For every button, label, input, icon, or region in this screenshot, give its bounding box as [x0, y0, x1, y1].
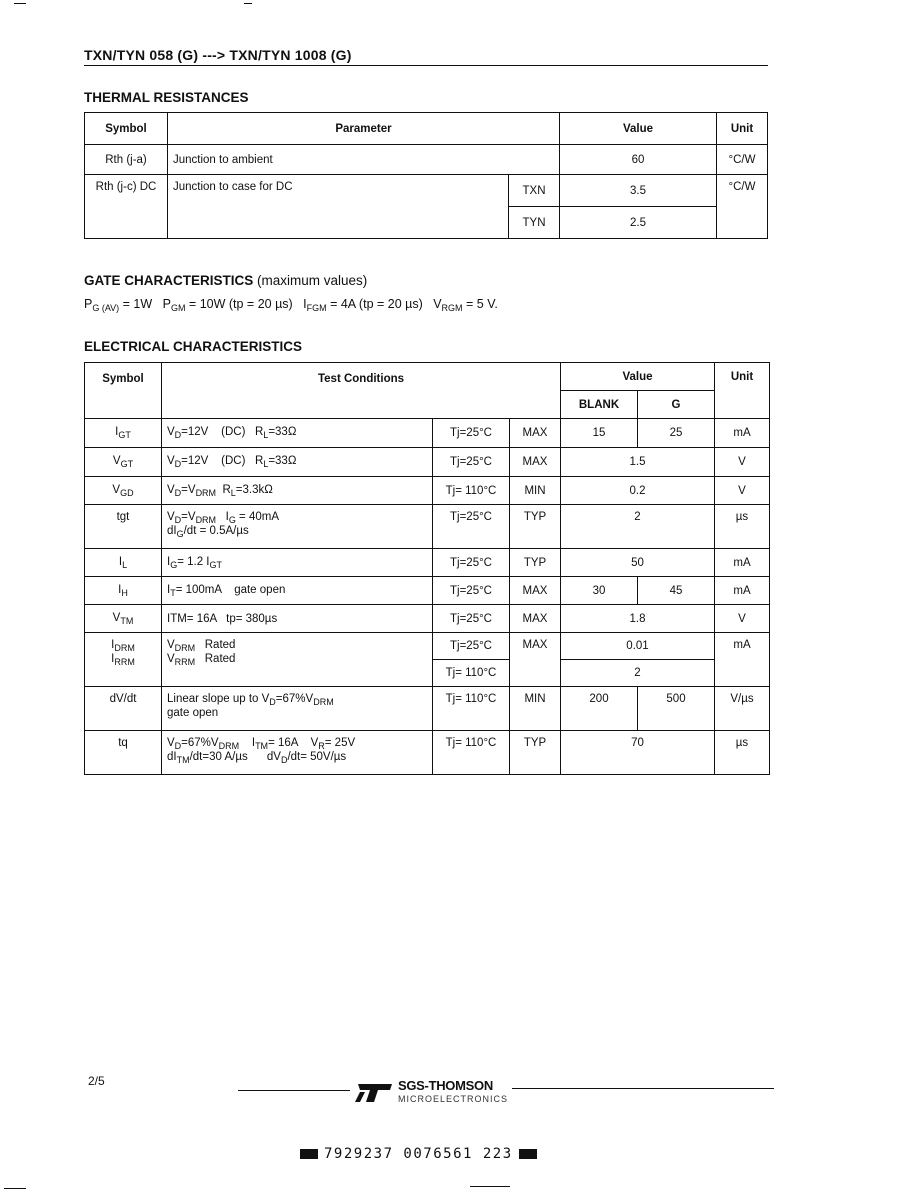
- tj-cell: Tj=25°C: [433, 577, 510, 605]
- pg-label: P: [84, 297, 93, 311]
- table-row: [85, 687, 770, 731]
- thermal-title: THERMAL RESISTANCES: [84, 90, 249, 105]
- condition-cell: $V_D=12V$ (DC) $R_L=33\Omega$: [162, 448, 433, 477]
- table-row: [85, 175, 768, 207]
- value-cell: 30: [561, 577, 638, 605]
- limit-cell: MAX: [510, 605, 561, 633]
- pg-sub: G (AV): [92, 303, 120, 313]
- symbol-cell: $I_H$: [85, 577, 162, 605]
- limit-cell: TYP: [510, 731, 561, 775]
- ifgm-value: = 4A (tp = 20 µs): [326, 297, 423, 311]
- symbol-cell: $I_{GT}$: [85, 419, 162, 448]
- scan-mark: [14, 3, 26, 4]
- parameter-cell: Junction to ambient: [168, 145, 560, 175]
- value-cell: 1.8: [561, 605, 715, 633]
- unit-cell: µs: [715, 731, 770, 775]
- unit-cell: V: [715, 477, 770, 505]
- symbol-cell: $I_{DRM}$ $I_{RRM}$: [85, 633, 162, 687]
- brand-name: SGS-THOMSON: [398, 1078, 493, 1093]
- vrgm-value: = 5 V.: [462, 297, 498, 311]
- barcode: [294, 1146, 543, 1162]
- gate-title-suffix: (maximum values): [257, 273, 368, 288]
- unit-cell: mA: [715, 633, 770, 687]
- header-unit: Unit: [717, 113, 768, 145]
- value-cell: 25: [638, 419, 715, 448]
- thermal-table: [84, 112, 768, 239]
- value-cell: 2.5: [560, 207, 717, 239]
- symbol-cell: $I_L$: [85, 549, 162, 577]
- value-cell: 0.2: [561, 477, 715, 505]
- table-row: [85, 145, 768, 175]
- table-row: [85, 448, 770, 477]
- tj-cell: Tj=25°C: [433, 419, 510, 448]
- scan-mark: [4, 1188, 26, 1189]
- header-blank: BLANK: [561, 391, 638, 419]
- tj-cell: Tj=25°C: [433, 505, 510, 549]
- value-cell: 500: [638, 687, 715, 731]
- table-row: [85, 477, 770, 505]
- unit-cell: µs: [715, 505, 770, 549]
- tj-cell: Tj=25°C: [433, 448, 510, 477]
- unit-cell: V/µs: [715, 687, 770, 731]
- electrical-table: [84, 362, 770, 775]
- table-row: [85, 419, 770, 448]
- tj-cell: Tj=25°C: [433, 605, 510, 633]
- header-value: Value: [560, 113, 717, 145]
- barcode-block: [519, 1149, 537, 1159]
- parameter-cell: Junction to case for DC: [168, 175, 509, 239]
- condition-cell: $V_D=V_{DRM}$ $I_G = 40mA$ $dI_G/dt = 0.5A/\mu s$: [162, 505, 433, 549]
- table-header-row: [85, 113, 768, 145]
- condition-cell: $V_{DRM}$ Rated $V_{RRM}$ Rated: [162, 633, 433, 687]
- header-value: Value: [561, 363, 715, 391]
- unit-cell: mA: [715, 549, 770, 577]
- value-cell: 50: [561, 549, 715, 577]
- condition-cell: ITM= 16A tp= 380µs: [162, 605, 433, 633]
- unit-cell: °C/W: [717, 175, 768, 239]
- scan-mark: [244, 3, 252, 4]
- ifgm-sub: FGM: [306, 303, 327, 313]
- unit-cell: mA: [715, 577, 770, 605]
- table-row: [85, 605, 770, 633]
- symbol-cell: $V_{GT}$: [85, 448, 162, 477]
- value-cell: 2: [561, 660, 715, 687]
- table-row: [85, 633, 770, 660]
- table-row: [85, 577, 770, 605]
- symbol-cell: dV/dt: [85, 687, 162, 731]
- value-cell: 70: [561, 731, 715, 775]
- tj-cell: Tj= 110°C: [433, 731, 510, 775]
- table-row: [85, 505, 770, 549]
- value-cell: 1.5: [561, 448, 715, 477]
- value-cell: 2: [561, 505, 715, 549]
- condition-cell: $I_T= 100mA$ gate open: [162, 577, 433, 605]
- limit-cell: MAX: [510, 419, 561, 448]
- tj-cell: Tj=25°C: [433, 549, 510, 577]
- tj-cell: Tj= 110°C: [433, 477, 510, 505]
- vrgm-label: V: [433, 297, 442, 311]
- header-parameter: Parameter: [168, 113, 560, 145]
- value-cell: 0.01: [561, 633, 715, 660]
- condition-cell: $I_G= 1.2$ $I_{GT}$: [162, 549, 433, 577]
- pgm-sub: GM: [170, 303, 186, 313]
- tj-cell: Tj= 110°C: [433, 660, 510, 687]
- gate-title-text: GATE CHARACTERISTICS: [84, 273, 254, 288]
- table-row: [85, 549, 770, 577]
- barcode-text: 7929237 0076561 223: [324, 1146, 513, 1162]
- device-cell: TXN: [509, 175, 560, 207]
- table-row: [85, 731, 770, 775]
- unit-cell: V: [715, 605, 770, 633]
- header-rule: [84, 65, 768, 66]
- condition-cell: Linear slope up to $V_D=67\%V_{DRM}$ gate open: [162, 687, 433, 731]
- condition-cell: $V_D=V_{DRM}$ $R_L=3.3k\Omega$: [162, 477, 433, 505]
- limit-cell: MIN: [510, 687, 561, 731]
- limit-cell: MIN: [510, 477, 561, 505]
- header-symbol: Symbol: [85, 363, 162, 419]
- symbol-cell: Rth (j-a): [85, 145, 168, 175]
- limit-cell: MAX: [510, 448, 561, 477]
- limit-cell: MAX: [510, 633, 561, 687]
- symbol-cell: tgt: [85, 505, 162, 549]
- condition-cell: $V_D=67\%V_{DRM}$ $I_{TM}= 16A$ $V_R= 25V$ $dI_{TM}/dt=30$ A/µs $dV_D/dt= 50V/\mu s$: [162, 731, 433, 775]
- value-cell: 200: [561, 687, 638, 731]
- header-conditions: Test Conditions: [162, 363, 561, 419]
- limit-cell: MAX: [510, 577, 561, 605]
- gate-title: [84, 273, 367, 288]
- unit-cell: °C/W: [717, 145, 768, 175]
- value-cell: 60: [560, 145, 717, 175]
- brand-subtitle: MICROELECTRONICS: [398, 1094, 509, 1104]
- header-g: G: [638, 391, 715, 419]
- limit-cell: TYP: [510, 505, 561, 549]
- table-header-row: [85, 363, 770, 391]
- st-logo-icon: [354, 1080, 394, 1104]
- pgm-value: = 10W (tp = 20 µs): [185, 297, 293, 311]
- condition-cell: $V_D=12V$ (DC) $R_L=33\Omega$: [162, 419, 433, 448]
- scan-mark: [470, 1186, 510, 1187]
- footer-rule: [512, 1088, 774, 1089]
- tj-cell: Tj= 110°C: [433, 687, 510, 731]
- unit-cell: mA: [715, 419, 770, 448]
- page-number: 2/5: [88, 1074, 105, 1088]
- header-unit: Unit: [715, 363, 770, 419]
- symbol-cell: $V_{TM}$: [85, 605, 162, 633]
- value-cell: 15: [561, 419, 638, 448]
- value-cell: 3.5: [560, 175, 717, 207]
- symbol-cell: Rth (j-c) DC: [85, 175, 168, 239]
- ifgm-label: I: [303, 297, 307, 311]
- tj-cell: Tj=25°C: [433, 633, 510, 660]
- value-cell: 45: [638, 577, 715, 605]
- document-header: TXN/TYN 058 (G) ---> TXN/TYN 1008 (G): [84, 47, 352, 63]
- pgm-label: P: [162, 297, 171, 311]
- device-cell: TYN: [509, 207, 560, 239]
- electrical-title: ELECTRICAL CHARACTERISTICS: [84, 339, 303, 354]
- barcode-block: [300, 1149, 318, 1159]
- pg-value: = 1W: [119, 297, 153, 311]
- vrgm-sub: RGM: [441, 303, 463, 313]
- header-symbol: Symbol: [85, 113, 168, 145]
- footer-rule: [238, 1090, 350, 1091]
- symbol-cell: tq: [85, 731, 162, 775]
- symbol-cell: $V_{GD}$: [85, 477, 162, 505]
- limit-cell: TYP: [510, 549, 561, 577]
- gate-values: [84, 297, 498, 313]
- unit-cell: V: [715, 448, 770, 477]
